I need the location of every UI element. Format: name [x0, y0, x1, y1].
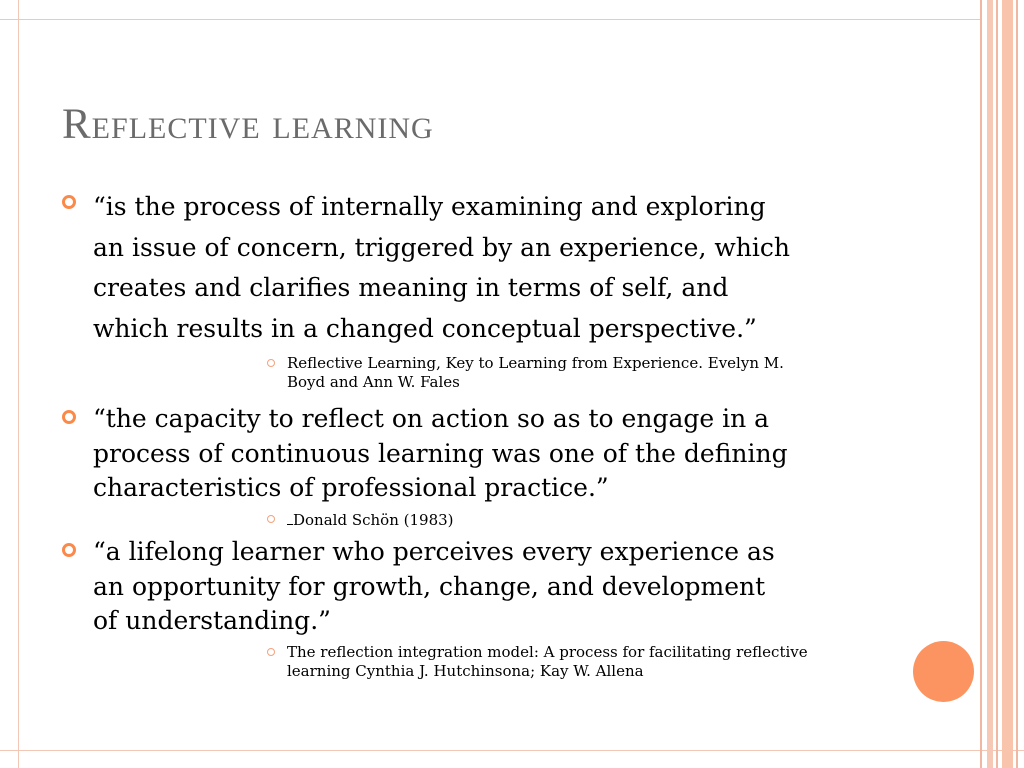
decor-stripe	[1016, 0, 1018, 768]
bullet-ring-icon	[62, 195, 76, 209]
citation-line: Donald Schön (1983)	[293, 511, 454, 529]
citation-line: learning Cynthia J. Hutchinsona; Kay W. Allena	[287, 662, 644, 680]
bullet-ring-icon	[62, 543, 76, 557]
decor-stripe	[987, 0, 993, 768]
bullet-line: “a lifelong learner who perceives every experience as	[93, 537, 775, 566]
bullet-item	[62, 402, 882, 507]
citation	[287, 510, 454, 530]
bullet-line: of understanding.”	[93, 606, 331, 635]
citation-line: Boyd and Ann W. Fales	[287, 373, 460, 391]
bullet-item	[62, 187, 882, 347]
bullet-line: which results in a changed conceptual perspective.”	[93, 313, 757, 343]
bullet-line: “the capacity to reflect on action so as to engage in a	[93, 404, 770, 433]
bullet-ring-icon	[62, 410, 76, 424]
bullet-text	[93, 402, 788, 506]
frame-top-line	[0, 19, 980, 20]
bullet-line: an issue of concern, triggered by an experience, which	[93, 232, 790, 262]
bullet-line: process of continuous learning was one of the defining	[93, 438, 788, 468]
bullet-line: creates and clarifies meaning in terms of self, and	[93, 273, 729, 302]
bullet-text	[93, 535, 775, 639]
bullet-item	[62, 535, 882, 640]
decor-circle	[913, 641, 974, 702]
bullet-line: “is the process of internally examining and exploring	[93, 192, 766, 221]
citation-line: The reflection integration model: A process for facilitating reflective	[287, 643, 808, 661]
frame-left-line	[18, 0, 19, 768]
citation-line: Reflective Learning, Key to Learning from Experience. Evelyn M.	[287, 354, 784, 372]
decor-stripe	[980, 0, 982, 768]
bullet-line: characteristics of professional practice.”	[93, 473, 609, 502]
decor-stripe	[996, 0, 998, 768]
decor-stripe	[1002, 0, 1013, 768]
sub-bullet-ring-icon	[267, 515, 275, 523]
citation	[287, 643, 808, 681]
sub-bullet-ring-icon	[267, 359, 275, 367]
bullet-line: an opportunity for growth, change, and development	[93, 571, 766, 601]
slide-title: Reflective learning	[62, 101, 434, 148]
bullet-text	[93, 187, 790, 349]
citation	[287, 354, 784, 392]
sub-bullet-ring-icon	[267, 648, 275, 656]
frame-bottom-line	[0, 750, 1024, 751]
